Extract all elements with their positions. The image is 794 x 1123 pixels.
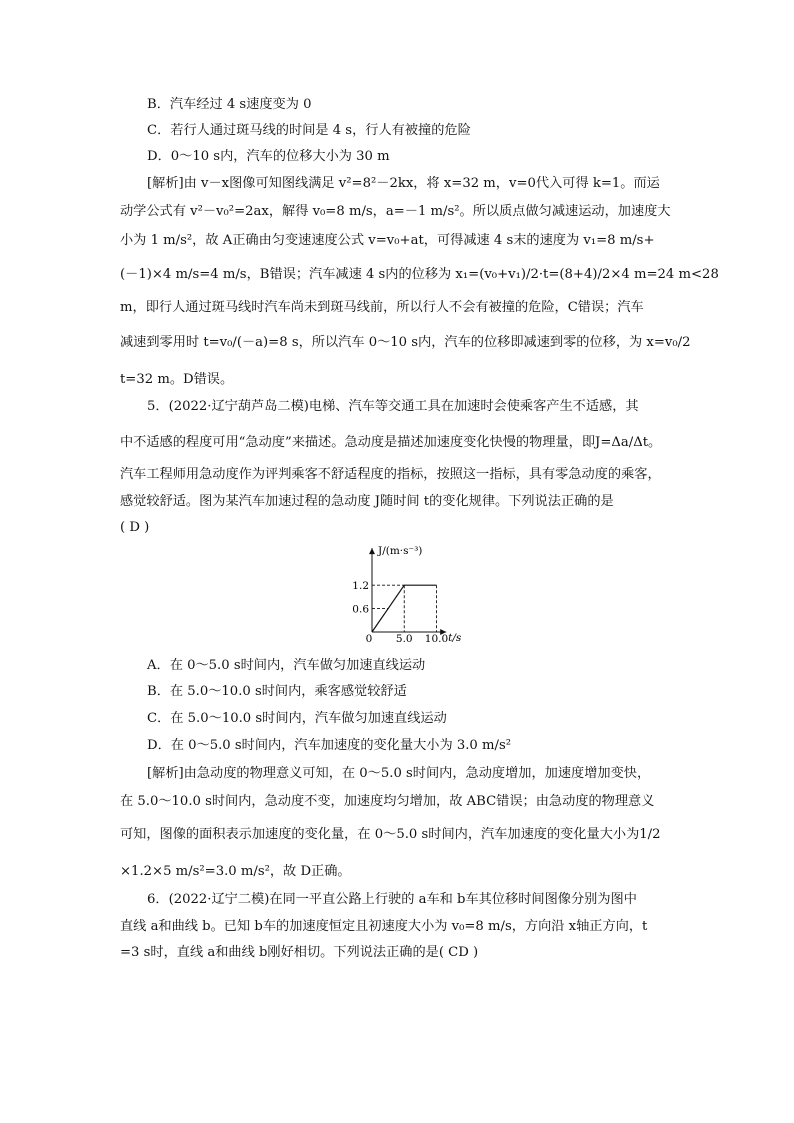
analysis-q5-line-1: [解析]由急动度的物理意义可知，在 0～5.0 s时间内，急动度增加，加速度增加变快， [147, 766, 651, 781]
analysis-line-6: 减速到零用时 t=v₀/(－a)=8 s，所以汽车 0～10 s内，汽车的位移即减速到零的位移，为 x=v₀/2 [120, 335, 691, 350]
question-6-line-2: 直线 a和曲线 b。已知 b车的加速度恒定且初速度大小为 v₀=8 m/s，方向沿 x轴正方向，t [120, 919, 648, 934]
x-tick-label: 5.0 [395, 633, 413, 645]
analysis-q5-line-2: 在 5.0～10.0 s时间内，急动度不变，加速度均匀增加，故 ABC错误；由急动度的物理意义 [120, 794, 655, 809]
x-tick-label: 0 [365, 633, 373, 645]
analysis-q5-line-3: 可知，图像的面积表示加速度的变化量，在 0～5.0 s时间内，汽车加速度的变化量大小为1/2 [120, 827, 661, 842]
question-6-line-1: 6．(2022·辽宁二模)在同一平直公路上行驶的 a车和 b车其位移时间图像分别为图中 [147, 892, 637, 907]
question-5-line-3: 汽车工程师用急动度作为评判乘客不舒适程度的指标，按照这一指标，具有零急动度的乘客， [120, 467, 661, 482]
option-c-q5: C．在 5.0～10.0 s时间内，汽车做匀加速直线运动 [147, 711, 447, 726]
option-c-q4: C．若行人通过斑马线的时间是 4 s，行人有被撞的危险 [147, 123, 471, 138]
question-5-line-4: 感觉较舒适。图为某汽车加速过程的急动度 J随时间 t的变化规律。下列说法正确的是 [120, 494, 614, 509]
option-b-q4: B．汽车经过 4 s速度变为 0 [147, 97, 312, 112]
analysis-line-7: t=32 m。D错误。 [120, 372, 234, 387]
question-5-line-1: 5．(2022·辽宁葫芦岛二模)电梯、汽车等交通工具在加速时会使乘客产生不适感，其 [147, 399, 639, 414]
analysis-line-2: 动学公式有 v²－v₀²=2ax，解得 v₀=8 m/s，a=－1 m/s²。所以质点做匀减速运动，加速度大 [120, 204, 671, 219]
option-d-q4: D．0～10 s内，汽车的位移大小为 30 m [147, 149, 390, 164]
y-tick-label: 0.6 [352, 603, 369, 616]
option-b-q5: B．在 5.0～10.0 s时间内，乘客感觉较舒适 [147, 684, 407, 699]
analysis-line-4: (－1)×4 m/s=4 m/s，B错误；汽车减速 4 s内的位移为 x₁=(v₀+v₁)/2·t=(8+4)/2×4 m=24 m<28 [120, 267, 719, 282]
question-5-line-2: 中不适感的程度可用“急动度”来描述。急动度是描述加速度变化快慢的物理量，即J=Δa/Δt。 [120, 435, 662, 450]
option-a-q5: A．在 0～5.0 s时间内，汽车做匀加速直线运动 [147, 658, 426, 673]
x-axis-label: t/s [448, 632, 462, 644]
analysis-q5-line-4: ×1.2×5 m/s²=3.0 m/s²，故 D正确。 [120, 864, 351, 879]
y-tick-label: 1.2 [352, 580, 369, 593]
y-axis-arrow [369, 548, 375, 554]
analysis-line-5: m，即行人通过斑马线时汽车尚未到斑马线前，所以行人不会有被撞的危险，C错误；汽车 [120, 300, 644, 315]
question-5-answer: ( D ) [120, 520, 150, 535]
analysis-line-1: [解析]由 v－x图像可知图线满足 v²=8²－2kx，将 x=32 m，v=0代入可得 k=1。而运 [147, 176, 660, 191]
x-tick-label: 10.0 [424, 633, 449, 645]
option-d-q5: D．在 0～5.0 s时间内，汽车加速度的变化量大小为 3.0 m/s² [147, 738, 512, 753]
y-axis-label: J/(m·s⁻³) [378, 545, 423, 557]
question-6-line-3: =3 s时，直线 a和曲线 b刚好相切。下列说法正确的是( CD ) [120, 945, 479, 960]
analysis-line-3: 小为 1 m/s²，故 A正确由匀变速速度公式 v=v₀+at，可得减速 4 s末的速度为 v₁=8 m/s+ [120, 233, 655, 248]
